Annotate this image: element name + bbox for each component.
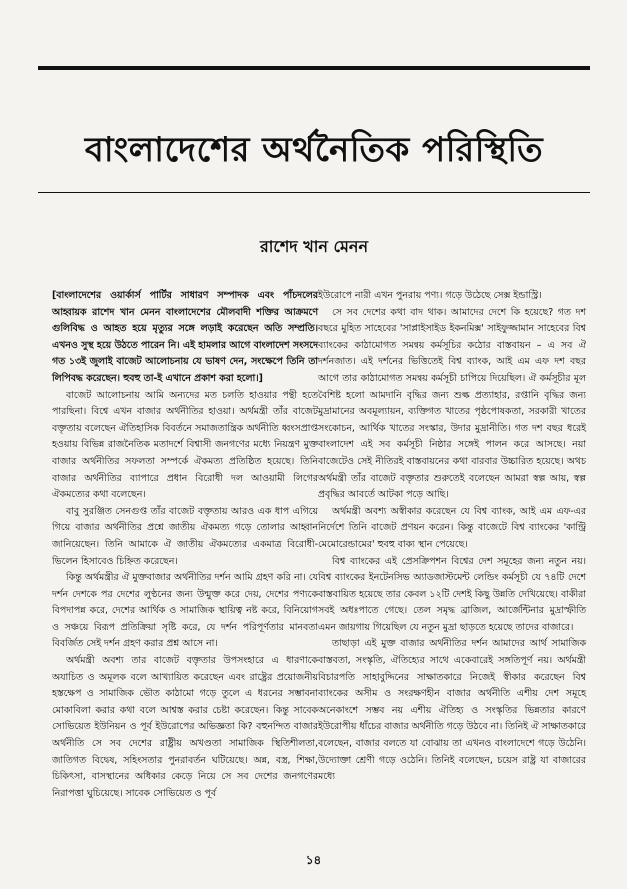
body-paragraph: বাজেট আলোচনায় আমি অন্যদের মত চলতি হাওয়ার পন্থী হতে পারছিনা। বিশ্বে এখন বাজার অর্থনীতির হাওয়া। অর্থমন্ত্রী তাঁর বাজেট বক্তৃতায় বলেছেন ঐতিহাসিক বিবর্তনে সমাজতান্ত্রিক অর্থনীতি ধ্বংসপ্রাপ্ত হওয়ায় বিভিন্ন রাজনৈতিক মতাদর্শে বিশ্বাসী জনগণের মধ্যে নিয়ন্ত্রণ মুক্ত বাজার অর্থনীতির সফলতা সম্পর্কে ঐকমত্য প্রতিষ্ঠিত হয়েছে। তিনি বাজার অর্থনীতির ব্যাপারে প্রধান বিরোধী দল আওয়ামী লিগের ঐকমত্যের কথা বলেছেন। [52,389,318,501]
body-paragraph: বিশ্ব ব্যাংকের এই প্রেসক্রিপশন বিশ্বের দেশ সমূহের জন্য নতুন নয়। বিশ্ব ব্যাংকের ইনটেনসিভ অ্যাডজাস্টমেন্ট লেন্ডিং কর্মসূচী যে ৭৪টি দেশে বাস্তবায়িত হয়েছে তার কেবল ১২টি দেশই কিছু উন্নতি দেখিয়েছে। বাকীরা সবই অধঃপাতে গেছে। তেল সমৃদ্ধ ব্রাজিল, আর্জেন্টিনার মুদ্রাস্ফীতি এমন জায়গায় গিয়েছিল যে নতুন মুদ্রা ছাড়তে হয়েছে তাদের বাজারে। [318,555,586,633]
body-paragraph: কিন্তু অর্থমন্ত্রীর ঐ মুক্তবাজার অর্থনীতির দর্শন আমি গ্রহণ করি না। যে দর্শন দেশকে পর দেশের লুণ্ঠনের জন্য উন্মুক্ত করে দেয়, দেশের পণ্যকে বিপদাপন্ন করে, দেশের আর্থিক ও সামাজিক স্থায়িত্ব নষ্ট করে, বিনিয়োগ ও সঞ্চয়ে বিরূপ প্রতিক্রিয়া সৃষ্টি করে, যে দর্শন পরিপূর্ণতার মানবতা বিবর্জিত সেই দর্শন গ্রহণ করার প্রশ্ন আসে না। [52,572,318,650]
editor-intro: [বাংলাদেশের ওয়ার্কার্স পার্টির সাধারণ সম্পাদক এবং পাঁচদলের আহ্বায়ক রাশেদ খান মেনন বাংলাদেশের মৌলবাদী শক্তির আক্রমণে গুলিবিদ্ধ ও আহত হয়ে মৃত্যুর সঙ্গে লড়াই করেছেন অতি সম্প্রতি। এখনও সুস্থ হয়ে উঠতে পারেন নি। এই হামলার আগে বাংলাদেশ সংসদে গত ১৩ই জুলাই বাজেট আলোচনায় যে ভাষণ দেন, সংক্ষেপে তিনি তা লিপিবদ্ধ করেছেন। হুবহু তা-ই এখানে প্রকাশ করা হলো।] [52,290,318,384]
title-underline [38,192,590,193]
body-paragraph: বাবু সুরঞ্জিত সেনগুপ্ত তাঁর বাজেট বক্তৃতায় আরও এক ধাপ এগিয়ে গিয়ে বাজার অর্থনীতির প্রশ্নে জাতীয় ঐকমত্য গড়ে তোলার আহ্বান জানিয়েছেন। তিনি আমাকে ঐ জাতীয় ঐকমত্যের একমাত্র বিরোধী-ভিলেন হিসাবেও চিহ্নিত করেছেন। [52,505,318,567]
right-column [318,288,586,786]
page-number: ১৪ [305,853,322,867]
left-column [52,288,318,802]
body-paragraph: অর্থমন্ত্রী অবশ্য তার বাজেট বক্তৃতার উপসংহারে এ ধারণাকে অযাচিত ও অমূলক বলে আখ্যায়িত করেছেন এবং রাষ্ট্রের প্রয়োজনীয় হস্তক্ষেপ ও সামাজিক ভৌত কাঠামো গড়ে তুলে এ ধরনের সম্ভাবনা মোকাবিলা করার কথা বলে আশ্বস্ত করার চেষ্টা করেছেন। কিন্তু সাবেক সোভিয়েত ইউনিয়ন ও পূর্ব ইউরোপের অভিজ্ঞতা কি? বহুনন্দিত বাজার অর্থনীতি সে সব দেশের রাষ্ট্রীয় অখণ্ডতা সামাজিক স্থিতিশীলতা, জাতিগত বিদ্বেষ, সহিংসতার পুনরাবর্তন ঘটিয়েছে। অন্ন, বস্ত্র, শিক্ষা, চিকিৎসা, বাসস্থানের অধিকার কেড়ে নিয়ে সে সব দেশের জনগণের নিরাপত্তা ঘুচিয়েছে। সাবেক সোভিয়েত ও পূর্ব [52,655,318,799]
article-title: বাংলাদেশের অর্থনৈতিক পরিস্থিতি [84,129,544,170]
body-paragraph-continued: ইউরোপে নারী এখন পুনরায় পণ্য। গড়ে উঠেছে সেক্স ইন্ডাস্ট্রি। [318,290,542,301]
top-rule [38,66,590,70]
body-paragraph: তাছাড়া এই মুক্ত বাজার অর্থনীতির দর্শন আমাদের আর্থ সামাজিক বাস্তবতা, সংস্কৃতি, ঐতিহ্যের সাথে একেবারেই সঙ্গতিপূর্ণ নয়। অর্থমন্ত্রী বিচারপতি সাহাবুদ্দিনের সাক্ষাতকারে নিজেই স্বীকার করেছেন বিশ্ব ব্যাংকের অসীম ও সংরক্ষণহীন বাজার অর্থনীতি এশীয় দেশ সমূহে অনেকাংশে সম্ভব নয় এশীয় ঐতিহ্য ও সংস্কৃতির ভিন্নতার কারণে ইউরোপীয় ধাঁচের বাজার অর্থনীতি গড়ে উঠবে না। তিনিই ঐ সাক্ষাতকারে বলেছেন, বাজার বলতে যা বোঝায় তা এখনও বাংলাদেশে গড়ে উঠেনি। উদ্যোক্তা শ্রেণী গড়ে ওঠেনি। তিনিই বলেছেন, চয়েস রাষ্ট্র যা বাজারের মধ্যে [318,638,586,783]
article-author: রাশেদ খান মেনন [259,237,369,256]
body-paragraph: সে সব দেশের কথা বাদ থাক। আমাদের দেশে কি হয়েছে? গত দশ বছরে মুহিত সাহেবের 'সাপ্লাইসাইড ইকনমিক্স' সাইফুজ্জামান সাহেবের বিশ্ব ব্যাংকের কাঠামোগত সমন্বয় কর্মসূচির কঠোর বাস্তবায়ন – এ সব ঐ দর্শনজাত। এই দর্শনের ভিত্তিতেই বিশ্ব ব্যাংক, আই এম এফ দশ বছর আগে তার কাঠামোগত সমন্বয় কর্মসূচী চাপিয়ে দিয়েছিল। ঐ কর্মসূচীর মূল বৈশিষ্ট হলো আমদানি বৃদ্ধির জন্য শুল্ক প্রত্যাহার, রপ্তানি বৃদ্ধির জন্য মুদ্রামানের অবমূল্যায়ন, ব্যক্তিগত খাতের পৃষ্ঠপোষকতা, সরকারী খাতের সংকোচন, আর্থিক খাতের সংস্কার, উদার মুদ্রানীতি। গত দশ বছর ধরেই বাংলাদেশ এই সব কর্মসূচী নিষ্ঠার সঙ্গেই পালন করে আসছে। নয়া বাজেটেও সেই নীতিরই বাস্তবায়নের কথা বারবার উচ্চারিত হয়েছে। অথচ অর্থমন্ত্রী তাঁর বাজেট বক্তৃতার শুরুতেই বলেছেন আমরা স্বল্প আয়, স্বল্প প্রবৃদ্ধির আবর্তে আটকা পড়ে আছি। [318,306,586,501]
body-paragraph: অর্থমন্ত্রী অবশ্য অস্বীকার করেছেন যে বিশ্ব ব্যাংক, আই এম এফ-এর নির্দেশে তিনি বাজেট প্রণয়ন করেন। কিন্তু বাজেটে বিশ্ব ব্যাংকের 'কান্ট্রি মেমোরেন্ডামের' হুবহু বাক্য স্থান পেয়েছে। [318,505,586,550]
